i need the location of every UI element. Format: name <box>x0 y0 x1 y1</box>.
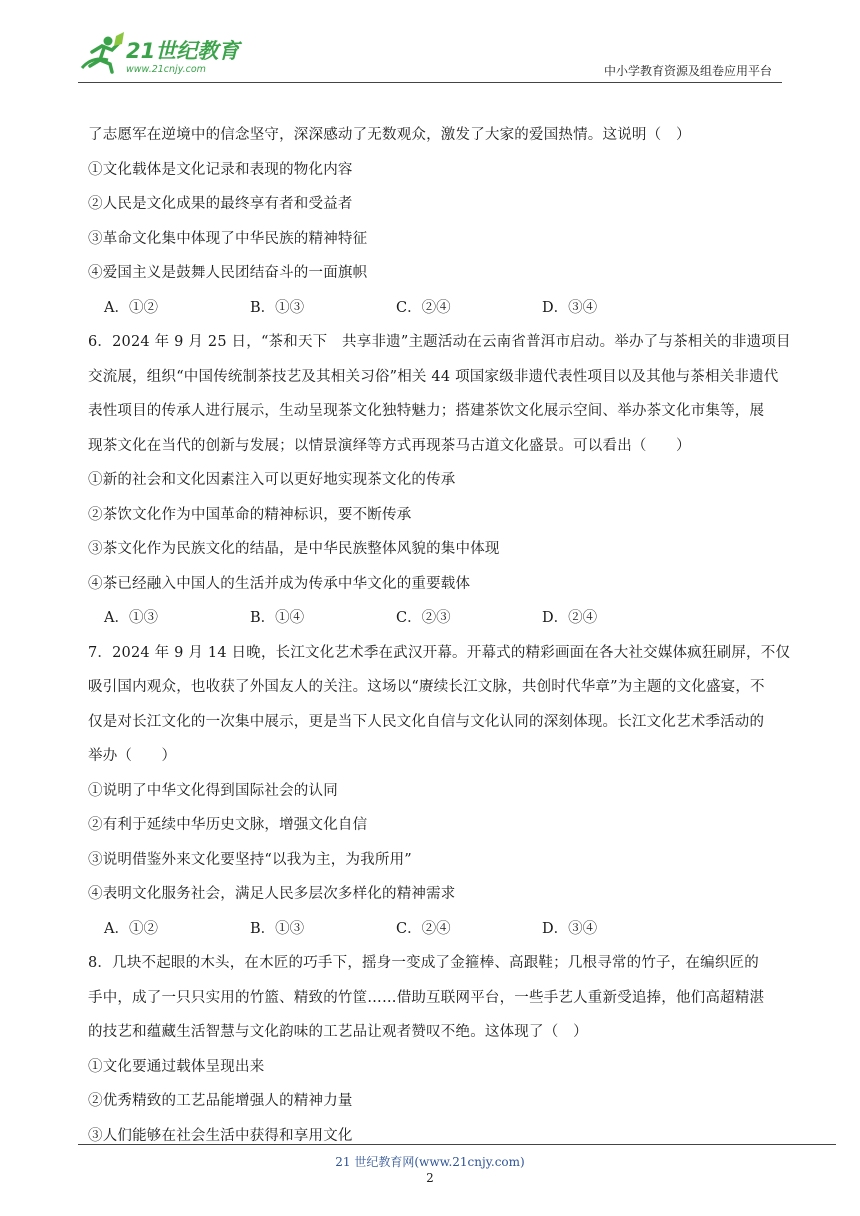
q5-options <box>88 291 780 326</box>
q8-statement-1: ①文化要通过载体呈现出来 <box>88 1058 265 1075</box>
q5-option-c[interactable]: C．②④ <box>396 299 451 316</box>
header-divider <box>78 82 782 83</box>
footer-divider <box>78 1144 836 1145</box>
logo-title: 21世纪教育 <box>126 39 240 63</box>
q5-option-d[interactable]: D．③④ <box>542 299 598 316</box>
q5-statement-2: ②人民是文化成果的最终享有者和受益者 <box>88 196 353 212</box>
q6-option-c[interactable]: C．②③ <box>396 610 451 626</box>
q8-stem-line: 手中，成了一只只实用的竹篮、精致的竹筐……借助互联网平台，一些手艺人重新受追捧，他们高超精湛 <box>88 989 765 1006</box>
q6-stem-line: 交流展，组织“中国传统制茶技艺及其相关习俗”相关 44 项国家级非遗代表性项目以及其他与茶相关非遗代 <box>88 368 779 385</box>
q7-option-b[interactable]: B．①③ <box>250 920 305 937</box>
q6-statement-4: ④茶已经融入中国人的生活并成为传承中华文化的重要载体 <box>88 575 471 592</box>
q7-stem-line: 仅是对长江文化的一次集中展示，更是当下人民文化自信与文化认同的深刻体现。长江文化艺术季活动的 <box>88 713 765 730</box>
site-logo[interactable] <box>78 30 258 78</box>
q5-option-b[interactable]: B．①③ <box>250 299 305 316</box>
page-header <box>0 0 860 90</box>
runner-logo-icon <box>78 30 258 78</box>
q8-stem-line: 的技艺和蕴藏生活智慧与文化韵味的工艺品让观者赞叹不绝。这体现了（ ） <box>88 1024 588 1040</box>
q5-statement-4: ④爱国主义是鼓舞人民团结奋斗的一面旗帜 <box>88 265 368 281</box>
q8-statement-3: ③人们能够在社会生活中获得和享用文化 <box>88 1127 353 1144</box>
q6-option-b[interactable]: B．①④ <box>250 610 305 626</box>
footer-site-link[interactable]: 21 世纪教育网(www.21cnjy.com) <box>335 1155 525 1169</box>
q6-statement-1: ①新的社会和文化因素注入可以更好地实现茶文化的传承 <box>88 472 456 488</box>
page-number: 2 <box>426 1171 434 1185</box>
q6-stem-line: 现茶文化在当代的创新与发展；以情景演绎等方式再现茶马古道文化盛景。可以看出（ ） <box>88 437 691 454</box>
logo-url: www.21cnjy.com <box>126 64 206 75</box>
q5-stem-continuation: 了志愿军在逆境中的信念坚守，深深感动了无数观众，激发了大家的爱国热情。这说明（ ） <box>88 127 691 143</box>
q8-stem-line: 8．几块不起眼的木头，在木匠的巧手下，摇身一变成了金箍棒、高跟鞋；几根寻常的竹子，在编织匠的 <box>88 955 759 971</box>
platform-name: 中小学教育资源及组卷应用平台 <box>603 64 772 78</box>
q6-options <box>88 601 780 636</box>
q5-statement-3: ③革命文化集中体现了中华民族的精神特征 <box>88 230 368 247</box>
q6-statement-3: ③茶文化作为民族文化的结晶，是中华民族整体风貌的集中体现 <box>88 541 500 557</box>
q5-statement-1: ①文化载体是文化记录和表现的物化内容 <box>88 161 353 178</box>
q8-statement-2: ②优秀精致的工艺品能增强人的精神力量 <box>88 1093 353 1109</box>
q5-option-a[interactable]: A．①② <box>104 299 158 316</box>
q6-stem-line: 表性项目的传承人进行展示，生动呈现茶文化独特魅力；搭建茶饮文化展示空间、举办茶文化市集等，展 <box>88 403 765 419</box>
q7-option-a[interactable]: A．①② <box>104 920 158 937</box>
q7-statement-3: ③说明借鉴外来文化要坚持“以我为主，为我所用” <box>88 851 412 868</box>
q7-stem-line: 7．2024 年 9 月 14 日晚，长江文化艺术季在武汉开幕。开幕式的精彩画面在各大社交媒体疯狂刷屏，不仅 <box>88 644 791 661</box>
q6-stem-line: 6．2024 年 9 月 25 日，“茶和天下 共享非遗”主题活动在云南省普洱市启动。举办了与茶相关的非遗项目 <box>88 334 791 350</box>
q6-option-d[interactable]: D．②④ <box>542 610 598 626</box>
q6-statement-2: ②茶饮文化作为中国革命的精神标识，要不断传承 <box>88 506 412 523</box>
q7-option-c[interactable]: C．②④ <box>396 920 451 937</box>
q7-options <box>88 912 780 947</box>
q7-statement-1: ①说明了中华文化得到国际社会的认同 <box>88 782 338 799</box>
question-content <box>88 118 791 1153</box>
q7-option-d[interactable]: D．③④ <box>542 920 598 937</box>
q7-statement-2: ②有利于延续中华历史文脉，增强文化自信 <box>88 817 368 833</box>
q7-statement-4: ④表明文化服务社会，满足人民多层次多样化的精神需求 <box>88 886 456 902</box>
q7-stem-line: 举办（ ） <box>88 748 177 764</box>
q7-stem-line: 吸引国内观众，也收获了外国友人的关注。这场以“赓续长江文脉，共创时代华章”为主题的文化盛宴，不 <box>88 679 765 695</box>
q6-option-a[interactable]: A．①③ <box>104 610 158 626</box>
